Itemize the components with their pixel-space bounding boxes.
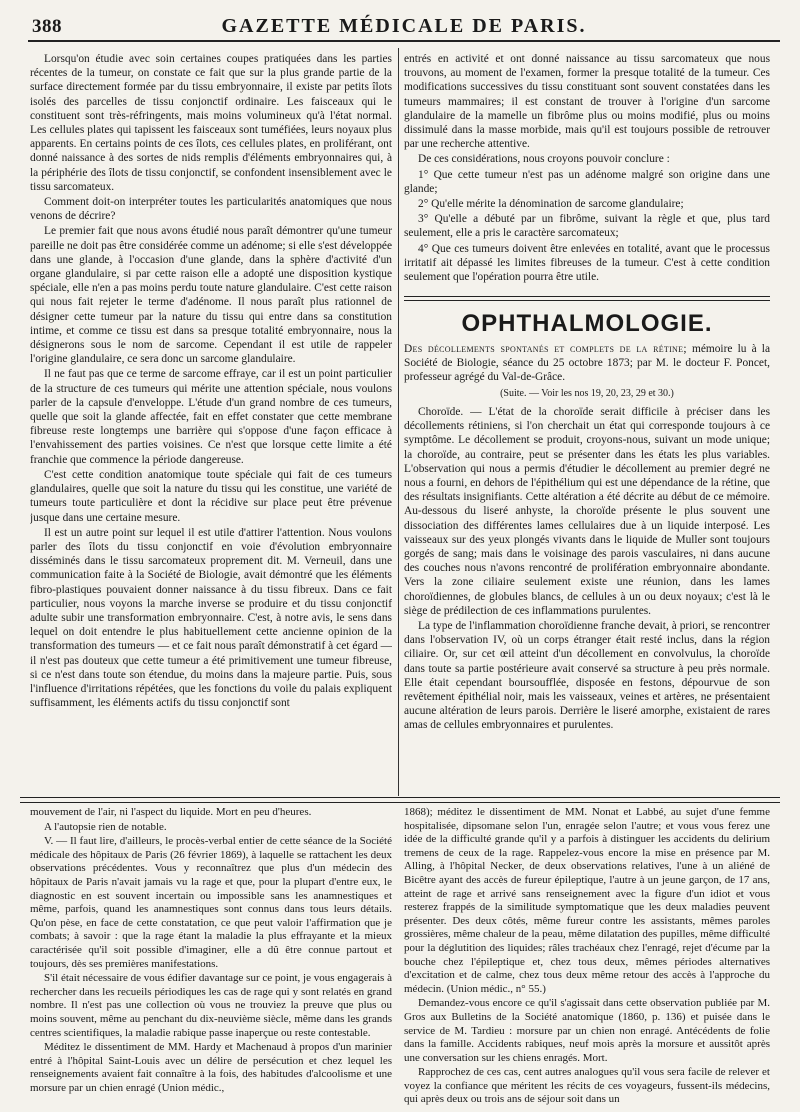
paragraph: De ces considérations, nous croyons pouvoir conclure :	[418, 153, 670, 166]
column-left-top	[30, 52, 392, 792]
paragraph: entrés en activité et ont donné naissance au tissu sarcomateux que nous trouvons, au moment de l'examen, former la presque totalité de la tumeur. Ces modifications successives du tissu constituant sont souvent constatées dans les tumeurs mammaires; il est constant de trouver à l'origine d'un sarcome glandulaire de la mamelle un fibrôme plus ou moins modifié, plus ou moins dissimulé dans la masse morbide, mais qu'il est toujours possible de retrouver par une recherche attentive.	[404, 53, 770, 151]
column-right-top	[404, 52, 770, 292]
page-number: 388	[32, 16, 62, 37]
paragraph: Le premier fait que nous avons étudié nous paraît démontrer qu'une tumeur pareille ne doit pas être considérée comme un adénome; si elle s'est développée dans une glande, à l'occasion d'une glande, dans la sphère d'activité d'un organe glandulaire, si par cette raison elle a adopté une disposition kystique spéciale, elle n'en a pas moins perdu toute nature glandulaire. C'est cette raison qui nous fait rejeter le terme d'adénome. Il nous paraît plus rationnel de désigner cette tumeur par la nature du tissu qui entre dans sa constitution intime, et comme ce tissu est dans sa presque totalité embryonnaire, nous la désignerons sous le nom de sarcome. Cependant il est utile de rappeler l'origine glandulaire, ce sera donc un sarcome glandulaire.	[30, 225, 392, 366]
column-right-article	[404, 405, 770, 795]
paragraph: A l'autopsie rien de notable.	[44, 820, 167, 833]
column-divider-top	[398, 48, 399, 796]
paragraph: Il ne faut pas que ce terme de sarcome effraye, car il est un point particulier de la structure de ces tumeurs qui mérite une attention spéciale, nous voulons parler de la capsule d'enveloppe. L'étude d'un grand nombre de ces tumeurs, quelle que soit la glande affectée, fait en effet constater que cette membrane fibreuse reste longtemps une barrière qui s'oppose d'une façon efficace à l'envahissement des parties voisines. Ce n'est que lorsque cette limite a été franchie que commence la période dangereuse.	[30, 368, 392, 466]
conclusion-item: 4° Que ces tumeurs doivent être enlevées en totalité, avant que le processus irritatif ait dépassé les limites fibreuses de la tumeur. C'est à cette condition seulement que l'opération pourra être utile.	[404, 242, 770, 284]
article-heading	[404, 342, 770, 385]
paragraph: Méditez le dissentiment de MM. Hardy et Machenaud à propos d'un marinier entré à l'hôpital Saint-Louis avec un délire de persécution et chez lequel les renseignements avaient fait connaître à la fois, des habitudes d'alcoolisme et une morsure par un chien enragé (Union médic.,	[30, 1041, 392, 1094]
paragraph: mouvement de l'air, ni l'aspect du liquide. Mort en peu d'heures.	[30, 806, 312, 818]
article-byline: mémoire lu à la Société de Biologie, séance du 25 octobre 1873; par M. le docteur F. Poncet, professeur agrégé du Val-de-Grâce.	[404, 343, 770, 384]
paragraph: C'est cette condition anatomique toute spéciale qui fait de ces tumeurs glandulaires, quelle que soit la nature du tissu qui les constitue, une variété de tumeurs toute particulière et dont la récidive sur place peut être prévenue jusque dans une certaine mesure.	[30, 468, 392, 524]
section-divider	[404, 296, 770, 301]
paragraph: V. — Il faut lire, d'ailleurs, le procès-verbal entier de cette séance de la Société médicale des hôpitaux de Paris (26 février 1869), à laquelle se rattachent les deux observations précédentes. Vous y reconnaîtrez que plus d'un médecin des hôpitaux de Paris n'avait jamais vu la rage et que, pour la plupart d'entre eux, le diagnostic en est souvent incertain ou impossible sans les anamnestiques et même, parfois, quand les anamnestiques sont connus dans tous leurs détails. Qu'on pèse, en face de cette constatation, ce que peut valoir l'affirmation que je combats; à savoir : que la rage étant la maladie la plus effrayante et la mieux caractérisée qu'il soit possible d'imaginer, elle a dû être connue partout et toujours, dès ses premières manifestations.	[30, 835, 392, 970]
conclusion-item: 3° Qu'elle a débuté par un fibrôme, suivant la règle et que, plus tard seulement, elle a pris le caractère sarcomateux;	[404, 213, 770, 240]
paragraph: Lorsqu'on étudie avec soin certaines coupes pratiquées dans les parties récentes de la tumeur, on constate ce fait que sur la plus grande partie de la surface directement formée par du tissu embryonnaire, il existe par petits îlots isolés des parcelles de tissu conjonctif ordinaire. Les faisceaux qui le constituent sont très-réfringents, mais moins volumineux qu'à l'état normal. Les cellules plates qui tapissent les faisceaux sont tuméfiées, leurs noyaux plus apparents. En certains points de ces îlots, ces cellules plates, en proliférant, ont donné naissance à des sortes de nids remplis d'éléments embryonnaires qui, à la périphérie des îlots de tissu conjonctif, se confondent insensiblement avec le tissu sarcomateux.	[30, 53, 392, 193]
paragraph: Rapprochez de ces cas, cent autres analogues qu'il vous sera facile de relever et voyez la confiance que méritent les récits de ces voyageurs, fussent-ils médecins, qui après deux ou trois ans de séjour soit dans un	[404, 1066, 770, 1106]
conclusion-item: 1° Que cette tumeur n'est pas un adénome malgré son origine dans une glande;	[404, 168, 770, 195]
column-right-bottom	[404, 806, 770, 1106]
paragraph: Comment doit-on interpréter toutes les particularités anatomiques que nous venons de décrire?	[30, 196, 392, 223]
article-title: Des décollements spontanés et complets de la rétine;	[404, 343, 687, 355]
paragraph: Il est un autre point sur lequel il est utile d'attirer l'attention. Nous voulons parler des îlots du tissu conjonctif en voie d'évolution embryonnaire disséminés dans le tissu sarcomateux proprement dit. M. Verneuil, dans une communication faite à la Société de Biologie, avait démontré que les éléments fibro-plastiques pouvaient donner naissance à du tissu fibreux. Dans ce fait particulier, nous voyons la marche inverse se produire et du tissu conjonctif adulte subir une transformation embryonnaire. C'est, à notre avis, le sens dans lequel on doit entendre le plus habituellement cette ancienne opinion de la transformation des tumeurs — et ce fait nous paraît démonstratif à cet égard — il n'est pas douteux que cette tumeur a été primitivement une tumeur fibreuse, si ce n'est dans toute son étendue, du moins dans la majeure partie. Puis, sous l'influence d'irritations répétées, que les fonctions du voile du palais expliquent suffisamment, les éléments actifs du tissu conjonctif sont	[30, 526, 392, 710]
paragraph: Demandez-vous encore ce qu'il s'agissait dans cette observation publiée par M. Gros aux Bulletins de la Société anatomique (1860, p. 136) et puisée dans le service de M. Tardieu : morsure par un chien non enragé. Antécédents de folie dans la famille. Accidents rabiques, neuf mois après la morsure et aussitôt après une conversation sur les chiens enragés. Mort.	[404, 997, 770, 1064]
suite-note: (Suite. — Voir les nos 19, 20, 23, 29 et 30.)	[500, 388, 674, 399]
horizontal-divider	[20, 797, 780, 803]
section-title: OPHTHALMOLOGIE.	[461, 310, 713, 337]
column-left-bottom	[30, 806, 392, 1106]
running-head: GAZETTE MÉDICALE DE PARIS.	[221, 15, 587, 37]
page-header	[28, 14, 780, 42]
conclusion-item: 2° Qu'elle mérite la dénomination de sarcome glandulaire;	[418, 198, 684, 211]
paragraph: S'il était nécessaire de vous édifier davantage sur ce point, je vous engagerais à rechercher dans les recueils périodiques les cas de rage qui y sont relatés en grand nombre. Il n'est pas une collection où vous ne trouviez la preuve que plus ou moins souvent, même au penchant du dix-neuvième siècle, même dans les grands centres scientifiques, la maladie rabique passe inaperçue ou reste contestable.	[30, 972, 392, 1039]
paragraph: Choroïde. — L'état de la choroïde serait difficile à préciser dans les décollements rétiniens, si l'on cherchait un état qui corresponde toujours à ce symptôme. Le décollement se produit, croyons-nous, suivant un mode unique; la choroïde, au contraire, peut se présenter dans les états les plus variables. L'observation qui nous a permis d'étudier le décollement au premier degré ne nous a fourni, en dehors de l'épithélium qui est une dépendance de la rétine, que des résultats insignifiants. Cette altération a été décrite au début de ce mémoire. Au-dessous du liseré anhyste, la choroïde présente le plus souvent une dissociation des différentes lames cellulaires due à un liquide interposé. Les vaisseaux sur des yeux plongés vivants dans le liquide de Muller sont toujours gorgés de sang; mais dans le voisinage des parois vasculaires, ni dans aucune des couches nous n'avons rencontré de prolifération embryonnaire abondante. Vers la zone ciliaire seulement existe une réunion, dans les lames choroïdiennes, de globules blancs, de cellules à un ou deux noyaux; c'est là le siège de prédilection de ces inflammations purulentes.	[404, 406, 770, 617]
paragraph: La type de l'inflammation choroïdienne franche devait, à priori, se rencontrer dans l'observation IV, où un corps étranger était resté inclus, dans la région ciliaire. Or, sur cet œil atteint d'un décollement en convolvulus, la choroïde dans toute sa partie postérieure avait conservé sa structure à peu près normale. Elle était cependant boursoufflée, disposée en festons, dépourvue de son revêtement épithélial noir, mais les vaisseaux, veines et artères, ne présentaient aucune altération de leurs parois. Derrière le liseré amorphe, existaient de rares amas de cellules embryonnaires et purulentes.	[404, 620, 770, 732]
paragraph: 1868); méditez le dissentiment de MM. Nonat et Labbé, au sujet d'une femme hospitalisée, dipsomane selon l'un, enragée selon l'autre; et vous vous ferez une idée de la difficulté grande qu'il y a parfois à distinguer les accidents du delirium tremens de ceux de la rage. Rappelez-vous encore la mise en présence par M. Alling, à l'hôpital Necker, de deux observations relatives, l'une à un aliéné de Bicêtre ayant des accès de fureur épileptique, l'autre à un jeune garçon, de 17 ans, atteint de rage et arrivé sans renseignement avec la figure d'un idiot et vous resterez frappés de la similitude symptomatique que les deux maladies peuvent présenter. Des deux côtés, même fureur contre les assistants, mêmes paroles grossières, même chaleur de la peau, même dilatation des pupilles, même difficulté pour la déglutition des liquides; râles trachéaux chez l'enragé, rejet d'écume par la bouche chez l'épileptique et, chez tous deux, mêmes périodes alternatives d'excitation et de calme, chez tous deux même retour des accès à l'approche du médecin. (Union médic., n° 55.)	[404, 806, 770, 995]
